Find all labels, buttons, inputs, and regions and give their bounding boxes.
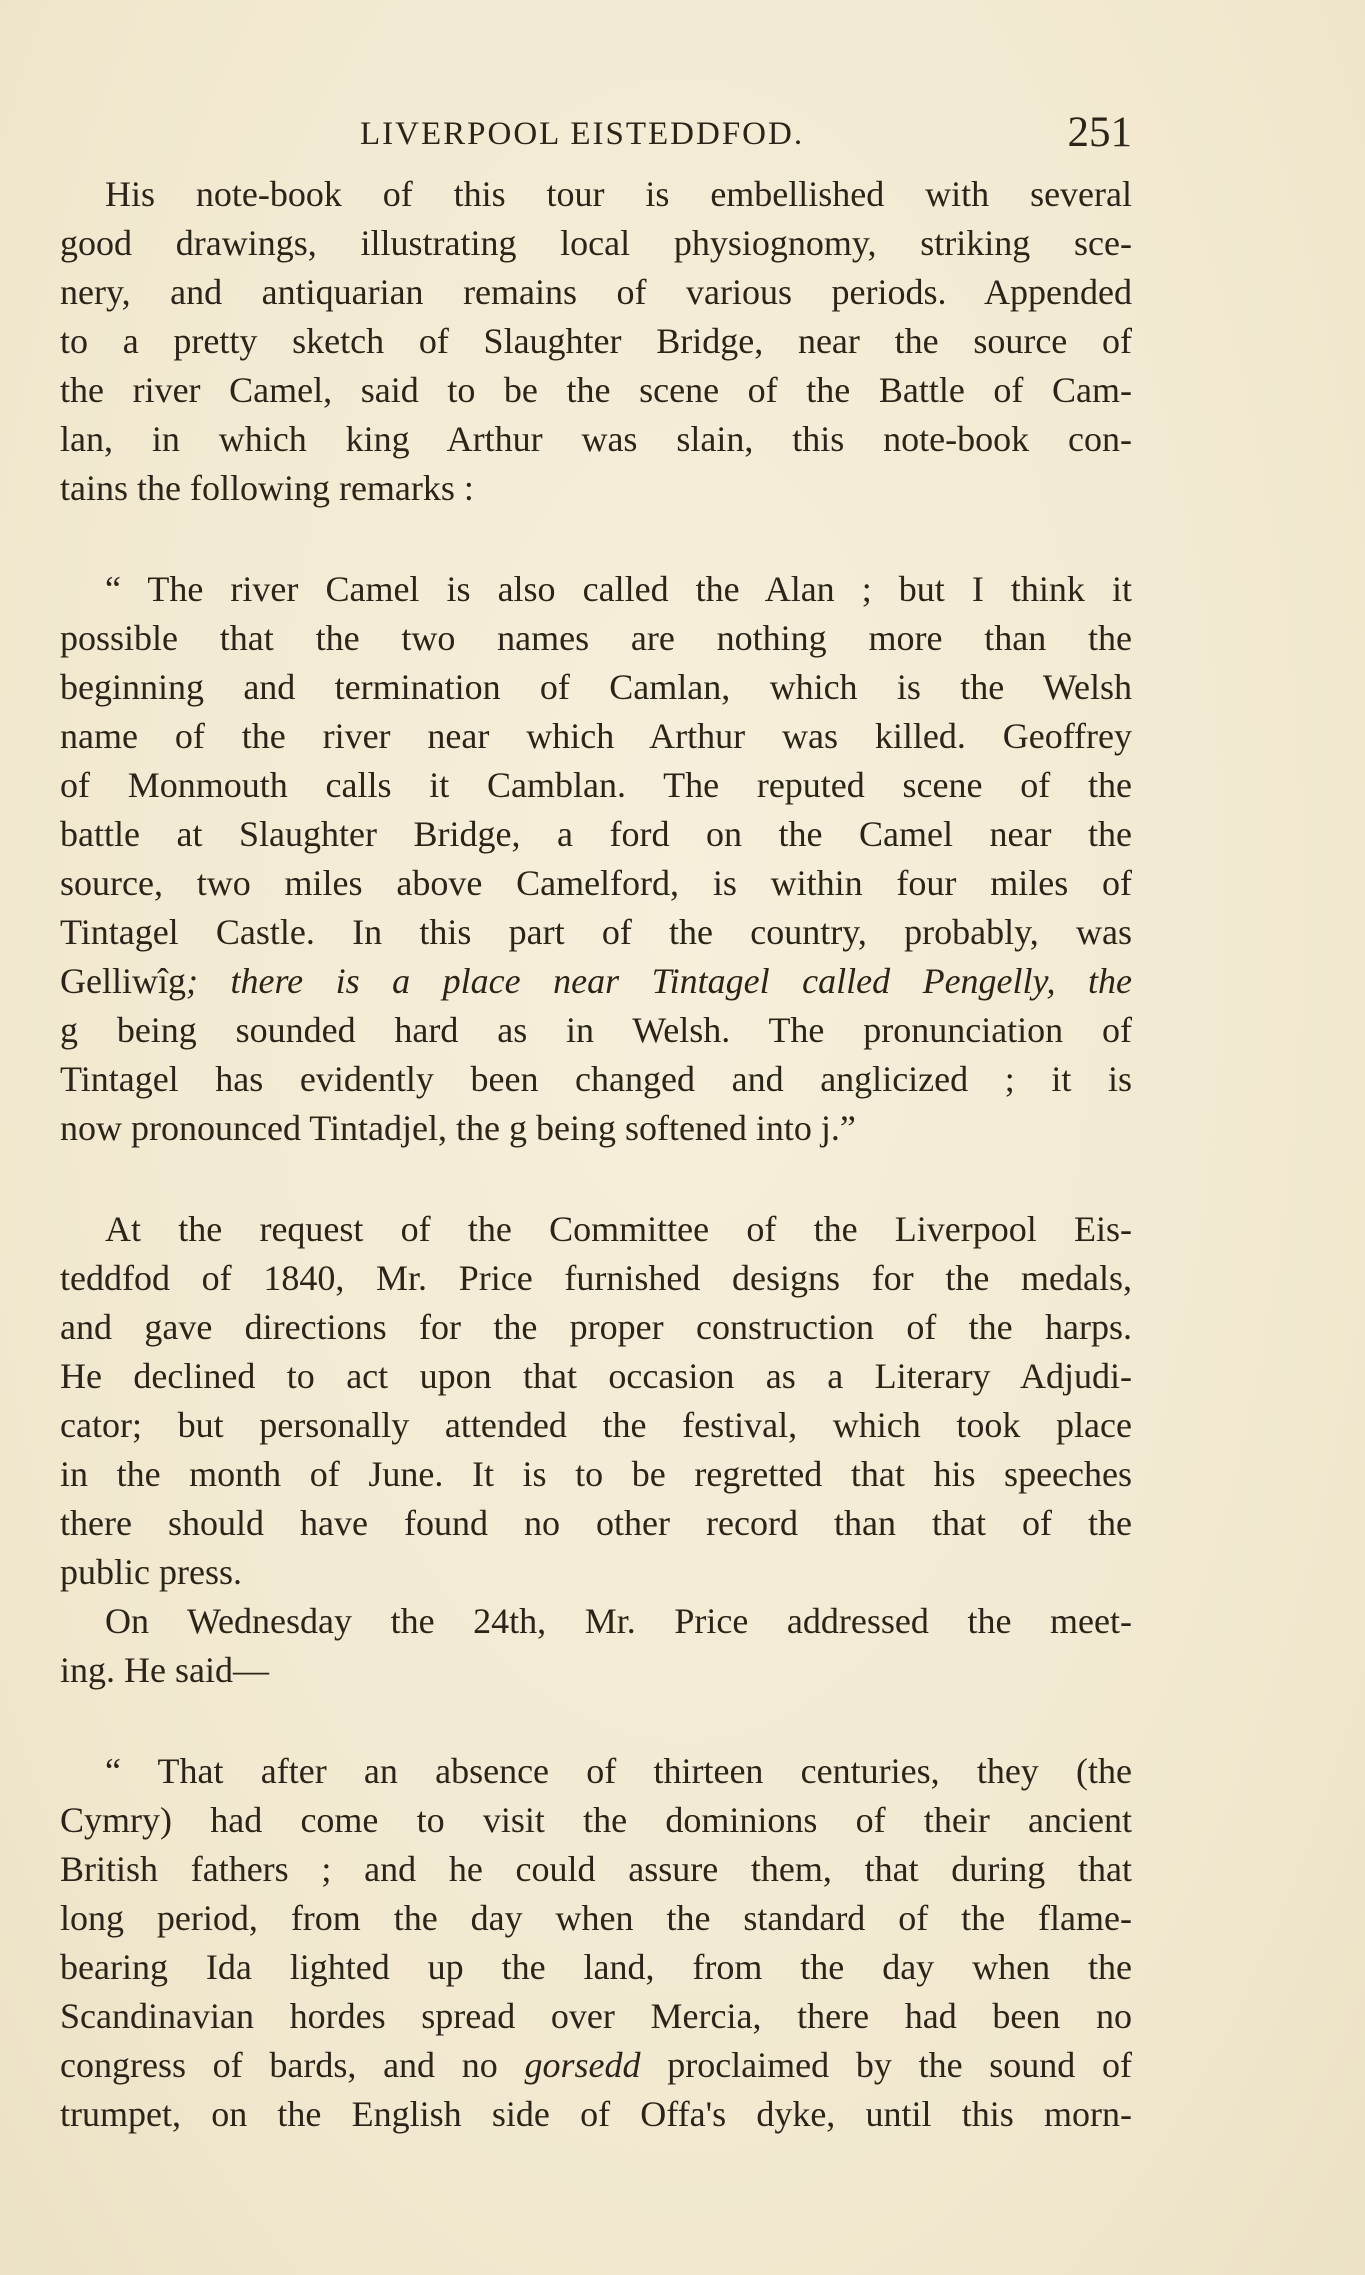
text-line [60,2041,1132,2090]
text-line: battle at Slaughter Bridge, a ford on the Camel near the [60,814,1132,854]
text-line: name of the river near which Arthur was killed. Geoffrey [60,716,1132,756]
paragraph-note-book [60,170,1132,513]
text-line: Scandinavian hordes spread over Mercia, there had been no [60,1996,1132,2036]
text-line: bearing Ida lighted up the land, from the day when the [60,1947,1132,1987]
page-header [60,108,1132,168]
text-line: beginning and termination of Camlan, which is the Welsh [60,667,1132,707]
text-line: g being sounded hard as in Welsh. The pronunciation of [60,1010,1132,1050]
text-line: source, two miles above Camelford, is within four miles of [60,863,1132,903]
text-line: At the request of the Committee of the Liverpool Eis- [105,1209,1132,1249]
text-line: trumpet, on the English side of Offa's dyke, until this morn- [60,2094,1132,2134]
text-line: the river Camel, said to be the scene of the Battle of Cam- [60,370,1132,410]
text-line: possible that the two names are nothing more than the [60,618,1132,658]
text-line [60,957,1132,1006]
body-text [60,170,1132,2139]
text-line: On Wednesday the 24th, Mr. Price addressed the meet- [105,1601,1132,1641]
text-line: there should have found no other record than that of the [60,1503,1132,1543]
text-line: “ That after an absence of thirteen centuries, they (the [105,1751,1132,1791]
place-name: Gelliwîg [60,961,186,1001]
paragraph-gap [60,513,1132,565]
page-number: 251 [1067,109,1132,156]
text-fragment: proclaimed by the sound of [640,2045,1132,2085]
text-line: in the month of June. It is to be regretted that his speeches [60,1454,1132,1494]
text-line: His note-book of this tour is embellished with several [105,174,1132,214]
text-line: and gave directions for the proper construction of the harps. [60,1307,1132,1347]
paragraph-gap [60,1695,1132,1747]
text-line: He declined to act upon that occasion as a Literary Adjudi- [60,1356,1132,1396]
running-title: LIVERPOOL EISTEDDFOD. [360,116,805,152]
paragraph-wednesday [60,1597,1132,1695]
text-line: long period, from the day when the standard of the flame- [60,1898,1132,1938]
text-line: public press. [60,1552,242,1592]
text-line: Cymry) had come to visit the dominions of their ancient [60,1800,1132,1840]
text-line: British fathers ; and he could assure them, that during that [60,1849,1132,1889]
text-line: lan, in which king Arthur was slain, this note-book con- [60,419,1132,459]
text-line: Tintagel Castle. In this part of the country, probably, was [60,912,1132,952]
text-line: “ The river Camel is also called the Alan ; but I think it [105,569,1132,609]
text-line: of Monmouth calls it Camblan. The reputed scene of the [60,765,1132,805]
quotation-camel [60,565,1132,1153]
text-line: good drawings, illustrating local physiognomy, striking sce- [60,223,1132,263]
text-line: to a pretty sketch of Slaughter Bridge, near the source of [60,321,1132,361]
text-line: teddfod of 1840, Mr. Price furnished designs for the medals, [60,1258,1132,1298]
quotation-speech [60,1747,1132,2139]
text-line: now pronounced Tintadjel, the g being softened into j.” [60,1108,856,1148]
text-line: ing. He said— [60,1650,269,1690]
paragraph-liverpool [60,1205,1132,1597]
text-line: tains the following remarks : [60,468,474,508]
text-fragment: congress of bards, and no [60,2045,525,2085]
italic-term-gorsedd: gorsedd [524,2045,641,2085]
text-line: Tintagel has evidently been changed and anglicized ; it is [60,1059,1132,1099]
paragraph-gap [60,1153,1132,1205]
text-line: cator; but personally attended the festival, which took place [60,1405,1132,1445]
text-fragment: ; there is a place near Tintagel called Pengelly, the [185,961,1132,1001]
text-line: nery, and antiquarian remains of various periods. Appended [60,272,1132,312]
